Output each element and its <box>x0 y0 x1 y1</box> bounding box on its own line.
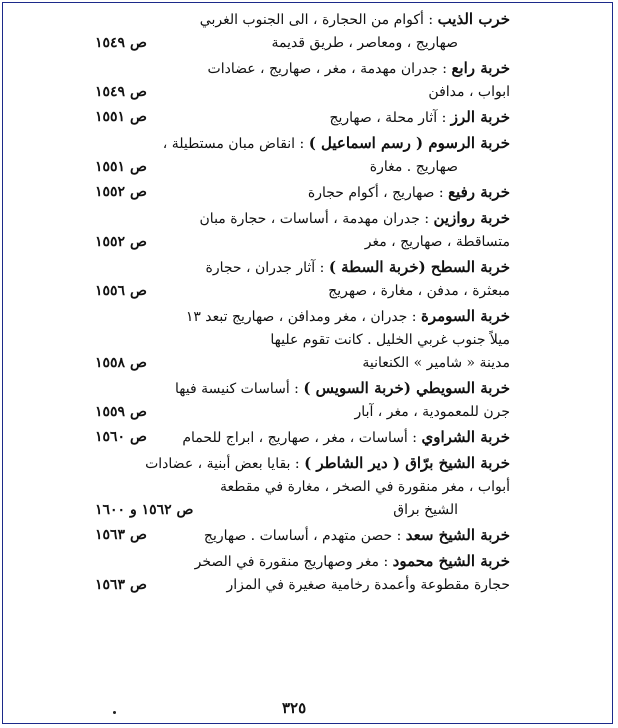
index-entry <box>95 550 510 597</box>
page-ref: ص ١٥٥٩ <box>95 404 147 420</box>
entry-desc: جدران مهدمة ، مغر ، صهاريج ، عضادات <box>207 61 438 77</box>
page-ref: ص ١٥٤٩ <box>95 84 147 100</box>
entry-line: خربة الرسوم ( رسم اسماعيل ) : انقاض مبان مستطيلة ، <box>162 134 510 152</box>
entry-desc: آثار جدران ، حجارة <box>205 260 316 276</box>
entry-line <box>95 81 510 104</box>
entry-term: خربة روازين <box>433 209 510 227</box>
entry-desc: أساسات كنيسة فيها <box>175 381 290 397</box>
entry-desc: بقايا بعض أبنية ، عضادات <box>145 456 291 472</box>
entry-desc: صهاريج ، أكوام حجارة <box>307 185 435 201</box>
entry-line: خربة الشيخ سعد : حصن متهدم ، أساسات . صهاريج ص ١٥٦٣ <box>95 524 510 548</box>
entry-term: خربة الشيخ سعد <box>405 526 510 544</box>
entry-desc: متساقطة ، صهاريج ، مغر <box>364 234 510 250</box>
entry-desc: حصن متهدم ، أساسات . صهاريج <box>203 528 393 544</box>
entry-term: خربة الشراوي <box>421 428 510 446</box>
entry-desc: أكوام من الحجارة ، الى الجنوب الغربي <box>199 12 424 28</box>
entry-term: خرب الذيب <box>437 10 510 28</box>
page-number: ٣٢٥ <box>282 699 307 717</box>
entry-term: خربة السويطي (خربة السويس ) <box>303 379 510 397</box>
index-entry <box>95 377 510 424</box>
index-entry <box>95 57 510 104</box>
entry-term: خربة الشيخ محمود <box>392 552 510 570</box>
entry-desc: ميلاً جنوب غربي الخليل . كانت تقوم عليها <box>270 332 510 348</box>
entry-desc: أساسات ، مغر ، صهاريج ، ابراج للحمام <box>182 430 408 446</box>
entry-term: خربة الرسوم ( رسم اسماعيل ) <box>308 134 510 152</box>
index-entry <box>95 524 510 548</box>
entry-desc: آثار محلة ، صهاريج <box>329 110 438 126</box>
page-ref: ص ١٥٥٢ <box>95 184 147 200</box>
index-entry <box>95 8 510 55</box>
entry-desc: جدران مهدمة ، أساسات ، حجارة مبان <box>199 211 420 227</box>
entry-desc: جرن للمعمودية ، مغر ، آبار <box>354 404 510 420</box>
page-ref: ص ١٥٥١ <box>95 109 147 125</box>
entry-line: خربة السويطي (خربة السويس ) : أساسات كنيسة فيها <box>175 379 510 397</box>
page-ref: ص ١٥٦٣ <box>95 577 147 593</box>
page-ref: ص ١٥٥٨ <box>95 355 147 371</box>
entry-line: خربة الرز : آثار محلة ، صهاريج ص ١٥٥١ <box>95 106 510 130</box>
entry-desc: جدران ، مغر ومدافن ، صهاريج تبعد ١٣ <box>185 309 408 325</box>
entry-line: خربة الشيخ برّاق ( دير الشاطر ) : بقايا بعض أبنية ، عضادات <box>145 454 510 472</box>
index-entry <box>95 305 510 375</box>
entry-line <box>95 401 510 424</box>
entry-line: خربة السطح (خربة السطة ) : آثار جدران ، حجارة <box>205 258 510 276</box>
entry-line: خربة رفيع : صهاريج ، أكوام حجارة ص ١٥٥٢ <box>95 181 510 205</box>
page-ref: ص ١٥٤٩ <box>95 35 147 51</box>
entry-desc: صهاريج . مغارة <box>369 159 458 175</box>
index-entry <box>95 106 510 130</box>
entry-desc: أبواب ، مغر منقورة في الصخر ، مغارة في مقطعة <box>219 479 510 495</box>
entry-term: خربة السومرة <box>420 307 510 325</box>
index-entry <box>95 426 510 450</box>
index-entry <box>95 452 510 522</box>
entry-line <box>95 156 510 179</box>
entry-term: خربة رابع <box>451 59 510 77</box>
entry-line: خرب الذيب : أكوام من الحجارة ، الى الجنوب الغربي <box>199 10 510 28</box>
index-entry <box>95 256 510 303</box>
entry-line <box>95 499 510 522</box>
entry-desc: مبعثرة ، مدفن ، مغارة ، صهريج <box>328 283 510 299</box>
index-entry <box>95 181 510 205</box>
page-dot <box>113 711 116 714</box>
entry-line <box>95 476 510 499</box>
entry-term: خربة الشيخ برّاق ( دير الشاطر ) <box>304 454 510 472</box>
entry-desc: ابواب ، مدافن <box>428 84 510 100</box>
entry-line <box>95 574 510 597</box>
entry-line: خربة رابع : جدران مهدمة ، مغر ، صهاريج ، عضادات <box>207 59 510 77</box>
entry-desc: مغر وصهاريج منقورة في الصخر <box>194 554 380 570</box>
entry-line <box>95 32 510 55</box>
entry-term: خربة السطح (خربة السطة ) <box>328 258 510 276</box>
page-ref: ص ١٥٦٣ <box>95 527 147 543</box>
entry-line: خربة روازين : جدران مهدمة ، أساسات ، حجارة مبان <box>199 209 510 227</box>
entry-desc: الشيخ براق <box>393 502 458 518</box>
entry-desc: حجارة مقطوعة وأعمدة رخامية صغيرة في المزار <box>226 577 510 593</box>
page-ref: ص ١٥٥٢ <box>95 234 147 250</box>
entry-line: خربة السومرة : جدران ، مغر ومدافن ، صهاريج تبعد ١٣ <box>185 307 510 325</box>
page-ref: ص ١٥٥٦ <box>95 283 147 299</box>
entry-line <box>95 280 510 303</box>
entry-desc: مدينة « شامير » الكنعانية <box>362 355 510 371</box>
index-entry <box>95 207 510 254</box>
entry-line: خربة الشيخ محمود : مغر وصهاريج منقورة في الصخر <box>194 552 510 570</box>
entry-term: خربة الرز <box>450 108 510 126</box>
entry-line <box>95 329 510 352</box>
page-ref: ص ١٥٦٠ <box>95 429 147 445</box>
entry-line: خربة الشراوي : أساسات ، مغر ، صهاريج ، ابراج للحمام ص ١٥٦٠ <box>95 426 510 450</box>
entry-line <box>95 231 510 254</box>
entry-line <box>95 352 510 375</box>
page-ref: ص ١٥٥١ <box>95 159 147 175</box>
entry-desc: انقاض مبان مستطيلة ، <box>162 136 296 152</box>
index-entry <box>95 132 510 179</box>
index-page <box>95 8 510 723</box>
page-ref: ص ١٥٦٢ و ١٦٠٠ <box>95 502 194 518</box>
entry-desc: صهاريج ، ومعاصر ، طريق قديمة <box>271 35 458 51</box>
entry-term: خربة رفيع <box>448 183 510 201</box>
